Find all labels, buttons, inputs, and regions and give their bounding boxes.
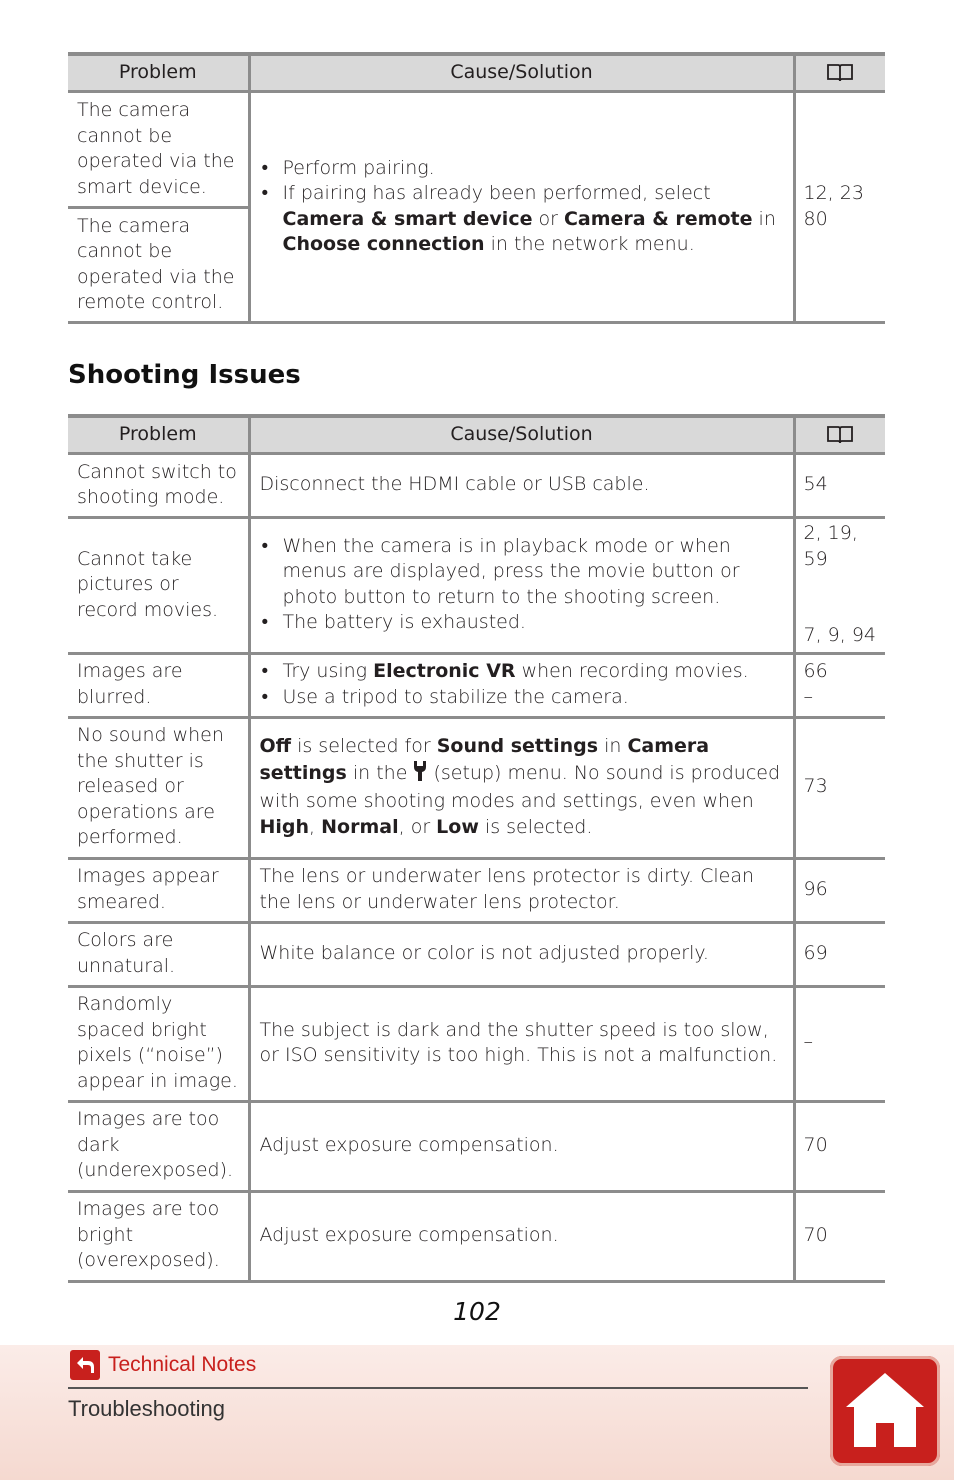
reference-cell	[794, 92, 885, 323]
cause-cell: The lens or underwater lens protector is dirty. Clean the lens or underwater lens protector.	[249, 858, 794, 922]
page-reference: 80	[803, 207, 828, 230]
cause-cell: Off is selected for Sound settings in Camera settings in the (setup) menu. No sound is produced with some shooting modes and settings, even when High, Normal, or Low is selected.	[249, 717, 794, 858]
problem-cell: Colors are unnatural.	[68, 922, 249, 986]
table-header-row	[68, 54, 885, 92]
cause-header: Cause/Solution	[249, 54, 794, 92]
connection-troubleshooting-table	[68, 52, 885, 324]
problem-cell: No sound when the shutter is released or operations are performed.	[68, 717, 249, 858]
table-row	[68, 92, 885, 208]
page-reference: 70	[794, 1101, 885, 1191]
camera-remote-option: Camera & remote	[563, 207, 753, 230]
problem-header: Problem	[68, 416, 249, 454]
footer-divider	[68, 1387, 808, 1389]
cause-cell: Disconnect the HDMI cable or USB cable.	[249, 454, 794, 518]
book-icon	[826, 63, 854, 83]
reference-header	[794, 416, 885, 454]
problem-cell: Images appear smeared.	[68, 858, 249, 922]
table-row	[68, 653, 885, 717]
cause-header: Cause/Solution	[249, 416, 794, 454]
wrench-icon	[413, 760, 427, 790]
choose-connection-menu: Choose connection	[282, 233, 485, 255]
page-reference: 54	[794, 454, 885, 518]
table-row	[68, 986, 885, 1101]
problem-cell: Randomly spaced bright pixels (“noise”) appear in image.	[68, 986, 249, 1101]
problem-cell: Images are too dark (underexposed).	[68, 1101, 249, 1191]
table-row	[68, 518, 885, 654]
cause-cell	[249, 653, 794, 717]
problem-cell: Cannot take pictures or record movies.	[68, 518, 249, 654]
table-row	[68, 1101, 885, 1191]
table-row	[68, 454, 885, 518]
reference-cell	[794, 653, 885, 717]
electronic-vr-option: Electronic VR	[373, 660, 516, 682]
cause-cell	[249, 518, 794, 654]
table-row	[68, 922, 885, 986]
home-button[interactable]	[830, 1356, 940, 1466]
problem-cell: The camera cannot be operated via the remote control.	[68, 208, 249, 323]
page-reference: 96	[794, 858, 885, 922]
cause-bullet: • Use a tripod to stabilize the camera.	[260, 685, 785, 711]
camera-smart-device-option: Camera & smart device	[282, 207, 533, 230]
cause-bullet: • When the camera is in playback mode or when menus are displayed, press the movie button or photo button to return to the shooting screen.	[260, 534, 785, 611]
page-reference: 2, 19, 59	[803, 522, 858, 570]
problem-cell: Images are too bright (overexposed).	[68, 1191, 249, 1281]
cause-cell: Adjust exposure compensation.	[249, 1191, 794, 1281]
table-row	[68, 717, 885, 858]
page-reference: 66	[803, 660, 828, 682]
table-row	[68, 1191, 885, 1281]
page-reference: 7, 9, 94	[803, 624, 877, 646]
back-arrow-icon	[70, 1350, 100, 1380]
cause-cell: The subject is dark and the shutter speed is too slow, or ISO sensitivity is too high. This is not a malfunction.	[249, 986, 794, 1101]
home-icon	[842, 1369, 928, 1453]
problem-cell: The camera cannot be operated via the smart device.	[68, 92, 249, 208]
page-reference: 73	[794, 717, 885, 858]
cause-bullet: • Try using Electronic VR when recording movies.	[260, 659, 785, 685]
technical-notes-link[interactable]	[70, 1350, 256, 1380]
page-reference: 69	[794, 922, 885, 986]
table-header-row	[68, 416, 885, 454]
cause-bullet: • The battery is exhausted.	[260, 610, 785, 636]
table-row	[68, 858, 885, 922]
page-reference: –	[794, 986, 885, 1101]
footer-section-title: Troubleshooting	[68, 1396, 225, 1421]
cause-bullet: • Perform pairing.	[260, 156, 785, 182]
cause-bullet: • If pairing has already been performed, select Camera & smart device or Camera & remote in Choose connection in the network menu.	[260, 181, 785, 258]
reference-header	[794, 54, 885, 92]
page-reference: 12, 23	[803, 182, 864, 204]
cause-cell: Adjust exposure compensation.	[249, 1101, 794, 1191]
cause-cell	[249, 92, 794, 323]
problem-cell: Cannot switch to shooting mode.	[68, 454, 249, 518]
problem-header: Problem	[68, 54, 249, 92]
cause-cell: White balance or color is not adjusted properly.	[249, 922, 794, 986]
page-reference: 70	[794, 1191, 885, 1281]
shooting-issues-table	[68, 414, 885, 1283]
book-icon	[826, 425, 854, 445]
page-number: 102	[453, 1297, 501, 1326]
problem-cell: Images are blurred.	[68, 653, 249, 717]
section-heading: Shooting Issues	[68, 360, 301, 390]
technical-notes-label: Technical Notes	[108, 1353, 257, 1376]
page-reference: –	[803, 685, 813, 708]
reference-cell	[794, 518, 885, 654]
